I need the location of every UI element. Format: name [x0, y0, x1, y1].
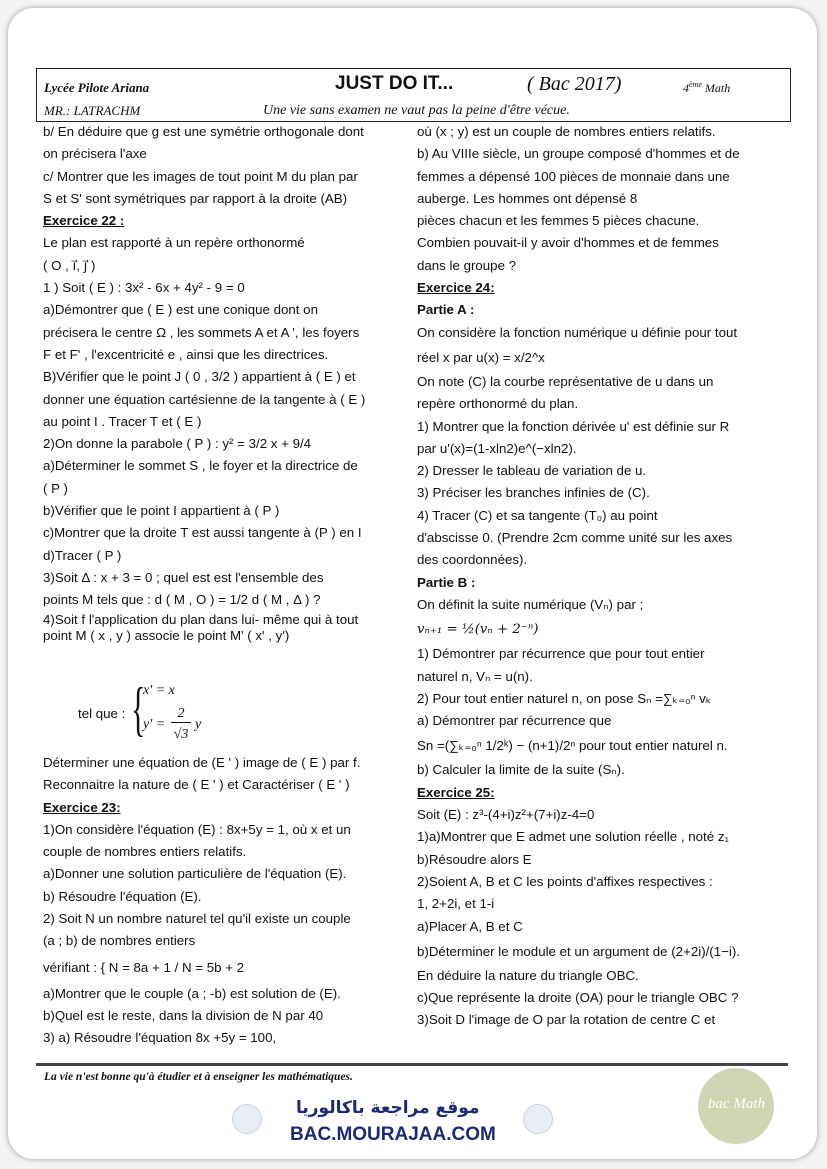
text-line: c)Montrer que la droite T est aussi tangente à (P ) en I — [43, 525, 362, 541]
text-line: c/ Montrer que les images de tout point M du plan par — [43, 168, 358, 184]
text-line: 1, 2+2i, et 1-i — [417, 896, 495, 912]
exercise-heading: Exercice 23: — [43, 799, 121, 815]
text-line: Le plan est rapporté à un repère orthonormé — [43, 235, 305, 251]
text-line: 3) Préciser les branches infinies de (C). — [417, 485, 650, 501]
system-fraction-den: √3 — [173, 727, 189, 742]
text-line: couple de nombres entiers relatifs. — [43, 844, 247, 860]
text-line: b) Au VIIIe siècle, un groupe composé d'hommes et de — [417, 146, 740, 162]
text-line: pièces chacun et les femmes 5 pièces chacune. — [417, 213, 700, 229]
text-line: Combien pouvait-il y avoir d'hommes et de femmes — [417, 235, 719, 251]
system-line-2-left: y' = — [143, 717, 166, 732]
part-heading: Partie A : — [417, 302, 475, 318]
system-fraction-num: 2 — [171, 706, 191, 723]
text-line: au point I . Tracer T et ( E ) — [43, 413, 202, 429]
level-label: 4ème Math — [683, 80, 731, 95]
text-line: d'abscisse 0. (Prendre 2cm comme unité sur les axes — [417, 530, 733, 546]
text-line: F et F' , l'excentricité e , ainsi que les directrices. — [43, 346, 329, 362]
left-column-bottom — [43, 752, 405, 1050]
book-logo-icon — [523, 1104, 553, 1134]
text-line: 3)Soit Δ : x + 3 = 0 ; quel est est l'ensemble des — [43, 569, 324, 585]
text-line: point M ( x , y ) associe le point M' ( x' , y') — [43, 627, 290, 643]
text-line: 2)Soient A, B et C les points d'affixes respectives : — [417, 873, 713, 889]
text-line: b) Calculer la limite de la suite (Sₙ). — [417, 762, 625, 778]
text-line: 3) a) Résoudre l'équation 8x +5y = 100, — [43, 1030, 277, 1046]
site-url[interactable]: BAC.MOURAJAA.COM — [290, 1124, 496, 1145]
left-column — [43, 121, 405, 644]
text-line: Sn =(∑ₖ₌₀ⁿ 1/2ᵏ) − (n+1)/2ⁿ pour tout entier naturel n. — [417, 738, 728, 754]
text-line: b)Quel est le reste, dans la division de N par 40 — [43, 1007, 324, 1023]
text-line: On définit la suite numérique (Vₙ) par ; — [417, 596, 644, 612]
text-line: où (x ; y) est un couple de nombres entiers relatifs. — [417, 124, 716, 139]
text-line: par u'(x)=(1-xln2)e^(−xln2). — [417, 440, 577, 456]
text-line: En déduire la nature du triangle OBC. — [417, 967, 639, 983]
text-line: On considère la fonction numérique u définie pour tout — [417, 324, 738, 340]
text-line: b)Vérifier que le point I appartient à ( P ) — [43, 503, 280, 519]
formula-line: vₙ₊₁ = ½(vₙ + 2⁻ⁿ) — [417, 622, 539, 638]
page-title: JUST DO IT... — [335, 73, 454, 94]
text-line: 2) Soit N un nombre naturel tel qu'il existe un couple — [43, 911, 351, 927]
text-line: ( O , i⃗, j⃗ ) — [43, 257, 96, 273]
text-line: Déterminer une équation de (E ' ) image de ( E ) par f. — [43, 755, 361, 770]
text-line: auberge. Les hommes ont dépensé 8 — [417, 190, 638, 206]
motto: Une vie sans examen ne vaut pas la peine d'être vécue. — [263, 103, 570, 118]
text-line: on précisera l'axe — [43, 146, 147, 162]
text-line: naturel n, Vₙ = u(n). — [417, 668, 533, 684]
exercise-heading: Exercice 25: — [417, 784, 495, 800]
text-line: a)Déterminer le sommet S , le foyer et la directrice de — [43, 458, 358, 474]
text-line: a)Montrer que le couple (a ; -b) est solution de (E). — [43, 985, 341, 1001]
text-line: a)Démontrer que ( E ) est une conique dont on — [43, 302, 318, 318]
text-line: 2)On donne la parabole ( P ) : y² = 3/2 x + 9/4 — [43, 436, 312, 452]
text-line: 4) Tracer (C) et sa tangente (T₀) au point — [417, 507, 658, 523]
system-line-2-right: y — [195, 717, 202, 732]
text-line: 4)Soit f l'application du plan dans lui- même qui à tout — [43, 611, 359, 627]
text-line: d)Tracer ( P ) — [43, 547, 122, 563]
exercise-heading: Exercice 24: — [417, 280, 495, 296]
text-line: 2) Pour tout entier naturel n, on pose Sₙ =∑ₖ₌₀ⁿ vₖ — [417, 690, 712, 706]
school-name: Lycée Pilote Ariana — [44, 80, 150, 95]
bacmath-logo-icon: bac Math — [698, 1068, 774, 1144]
text-line: Reconnaitre la nature de ( E ' ) et Caractériser ( E ' ) — [43, 777, 350, 793]
text-line: c)Que représente la droite (OA) pour le triangle OBC ? — [417, 990, 739, 1006]
footer-quote: La vie n'est bonne qu'à étudier et à enseigner les mathématiques. — [44, 1071, 353, 1083]
text-line: (a ; b) de nombres entiers — [43, 933, 196, 949]
text-line: On note (C) la courbe représentative de u dans un — [417, 373, 714, 389]
text-line: réel x par u(x) = x/2^x — [417, 349, 545, 365]
part-heading: Partie B : — [417, 574, 476, 590]
text-line: 3)Soit D l'image de O par la rotation de centre C et — [417, 1012, 716, 1028]
text-line: femmes a dépensé 100 pièces de monnaie dans une — [417, 168, 730, 184]
text-line: a)Donner une solution particulière de l'équation (E). — [43, 866, 347, 882]
teacher-name: MR.: LATRACHM — [44, 103, 141, 118]
text-line: vérifiant : { N = 8a + 1 / N = 5b + 2 — [43, 959, 245, 975]
bac-year: ( Bac 2017) — [527, 73, 622, 95]
text-line: dans le groupe ? — [417, 257, 517, 273]
text-line: B)Vérifier que le point J ( 0 , 3/2 ) appartient à ( E ) et — [43, 369, 356, 385]
text-line: 1) Montrer que la fonction dérivée u' est définie sur R — [417, 418, 730, 434]
system-line-1: x' = x — [143, 683, 175, 698]
text-line: b) Résoudre l'équation (E). — [43, 888, 202, 904]
footer-rule — [36, 1063, 788, 1066]
text-line: repère orthonormé du plan. — [417, 396, 579, 412]
text-line: 2) Dresser le tableau de variation de u. — [417, 463, 647, 479]
site-name-arabic[interactable]: موقع مراجعة باكالوريا — [296, 1098, 480, 1118]
text-line: 1)a)Montrer que E admet une solution réelle , noté z₁ — [417, 829, 729, 845]
book-logo-icon — [232, 1104, 262, 1134]
text-line: ( P ) — [43, 480, 68, 496]
text-line: S et S' sont symétriques par rapport à la droite (AB) — [43, 190, 348, 206]
text-line: des coordonnées). — [417, 552, 528, 568]
text-line: a)Placer A, B et C — [417, 918, 523, 934]
exercise-heading: Exercice 22 : — [43, 213, 125, 229]
text-line: 1 ) Soit ( E ) : 3x² - 6x + 4y² - 9 = 0 — [43, 280, 245, 296]
text-line: 1) Démontrer par récurrence que pour tout entier — [417, 646, 705, 662]
system-intro: tel que : — [78, 706, 126, 721]
brace-icon: { — [131, 676, 146, 742]
text-line: a) Démontrer par récurrence que — [417, 713, 612, 729]
text-line: b)Déterminer le module et un argument de (2+2i)/(1−i). — [417, 943, 740, 959]
text-line: donner une équation cartésienne de la tangente à ( E ) — [43, 391, 366, 407]
text-line: b)Résoudre alors E — [417, 851, 532, 867]
text-line: b/ En déduire que g est une symétrie orthogonale dont — [43, 124, 364, 139]
text-line: Soit (E) : z³-(4+i)z²+(7+i)z-4=0 — [417, 807, 595, 823]
text-line: précisera le centre Ω , les sommets A et A ', les foyers — [43, 324, 360, 340]
text-line: 1)On considère l'équation (E) : 8x+5y = 1, où x et un — [43, 821, 351, 837]
right-column — [417, 121, 785, 1032]
text-line: points M tels que : d ( M , O ) = 1/2 d ( M , Δ ) ? — [43, 592, 321, 608]
